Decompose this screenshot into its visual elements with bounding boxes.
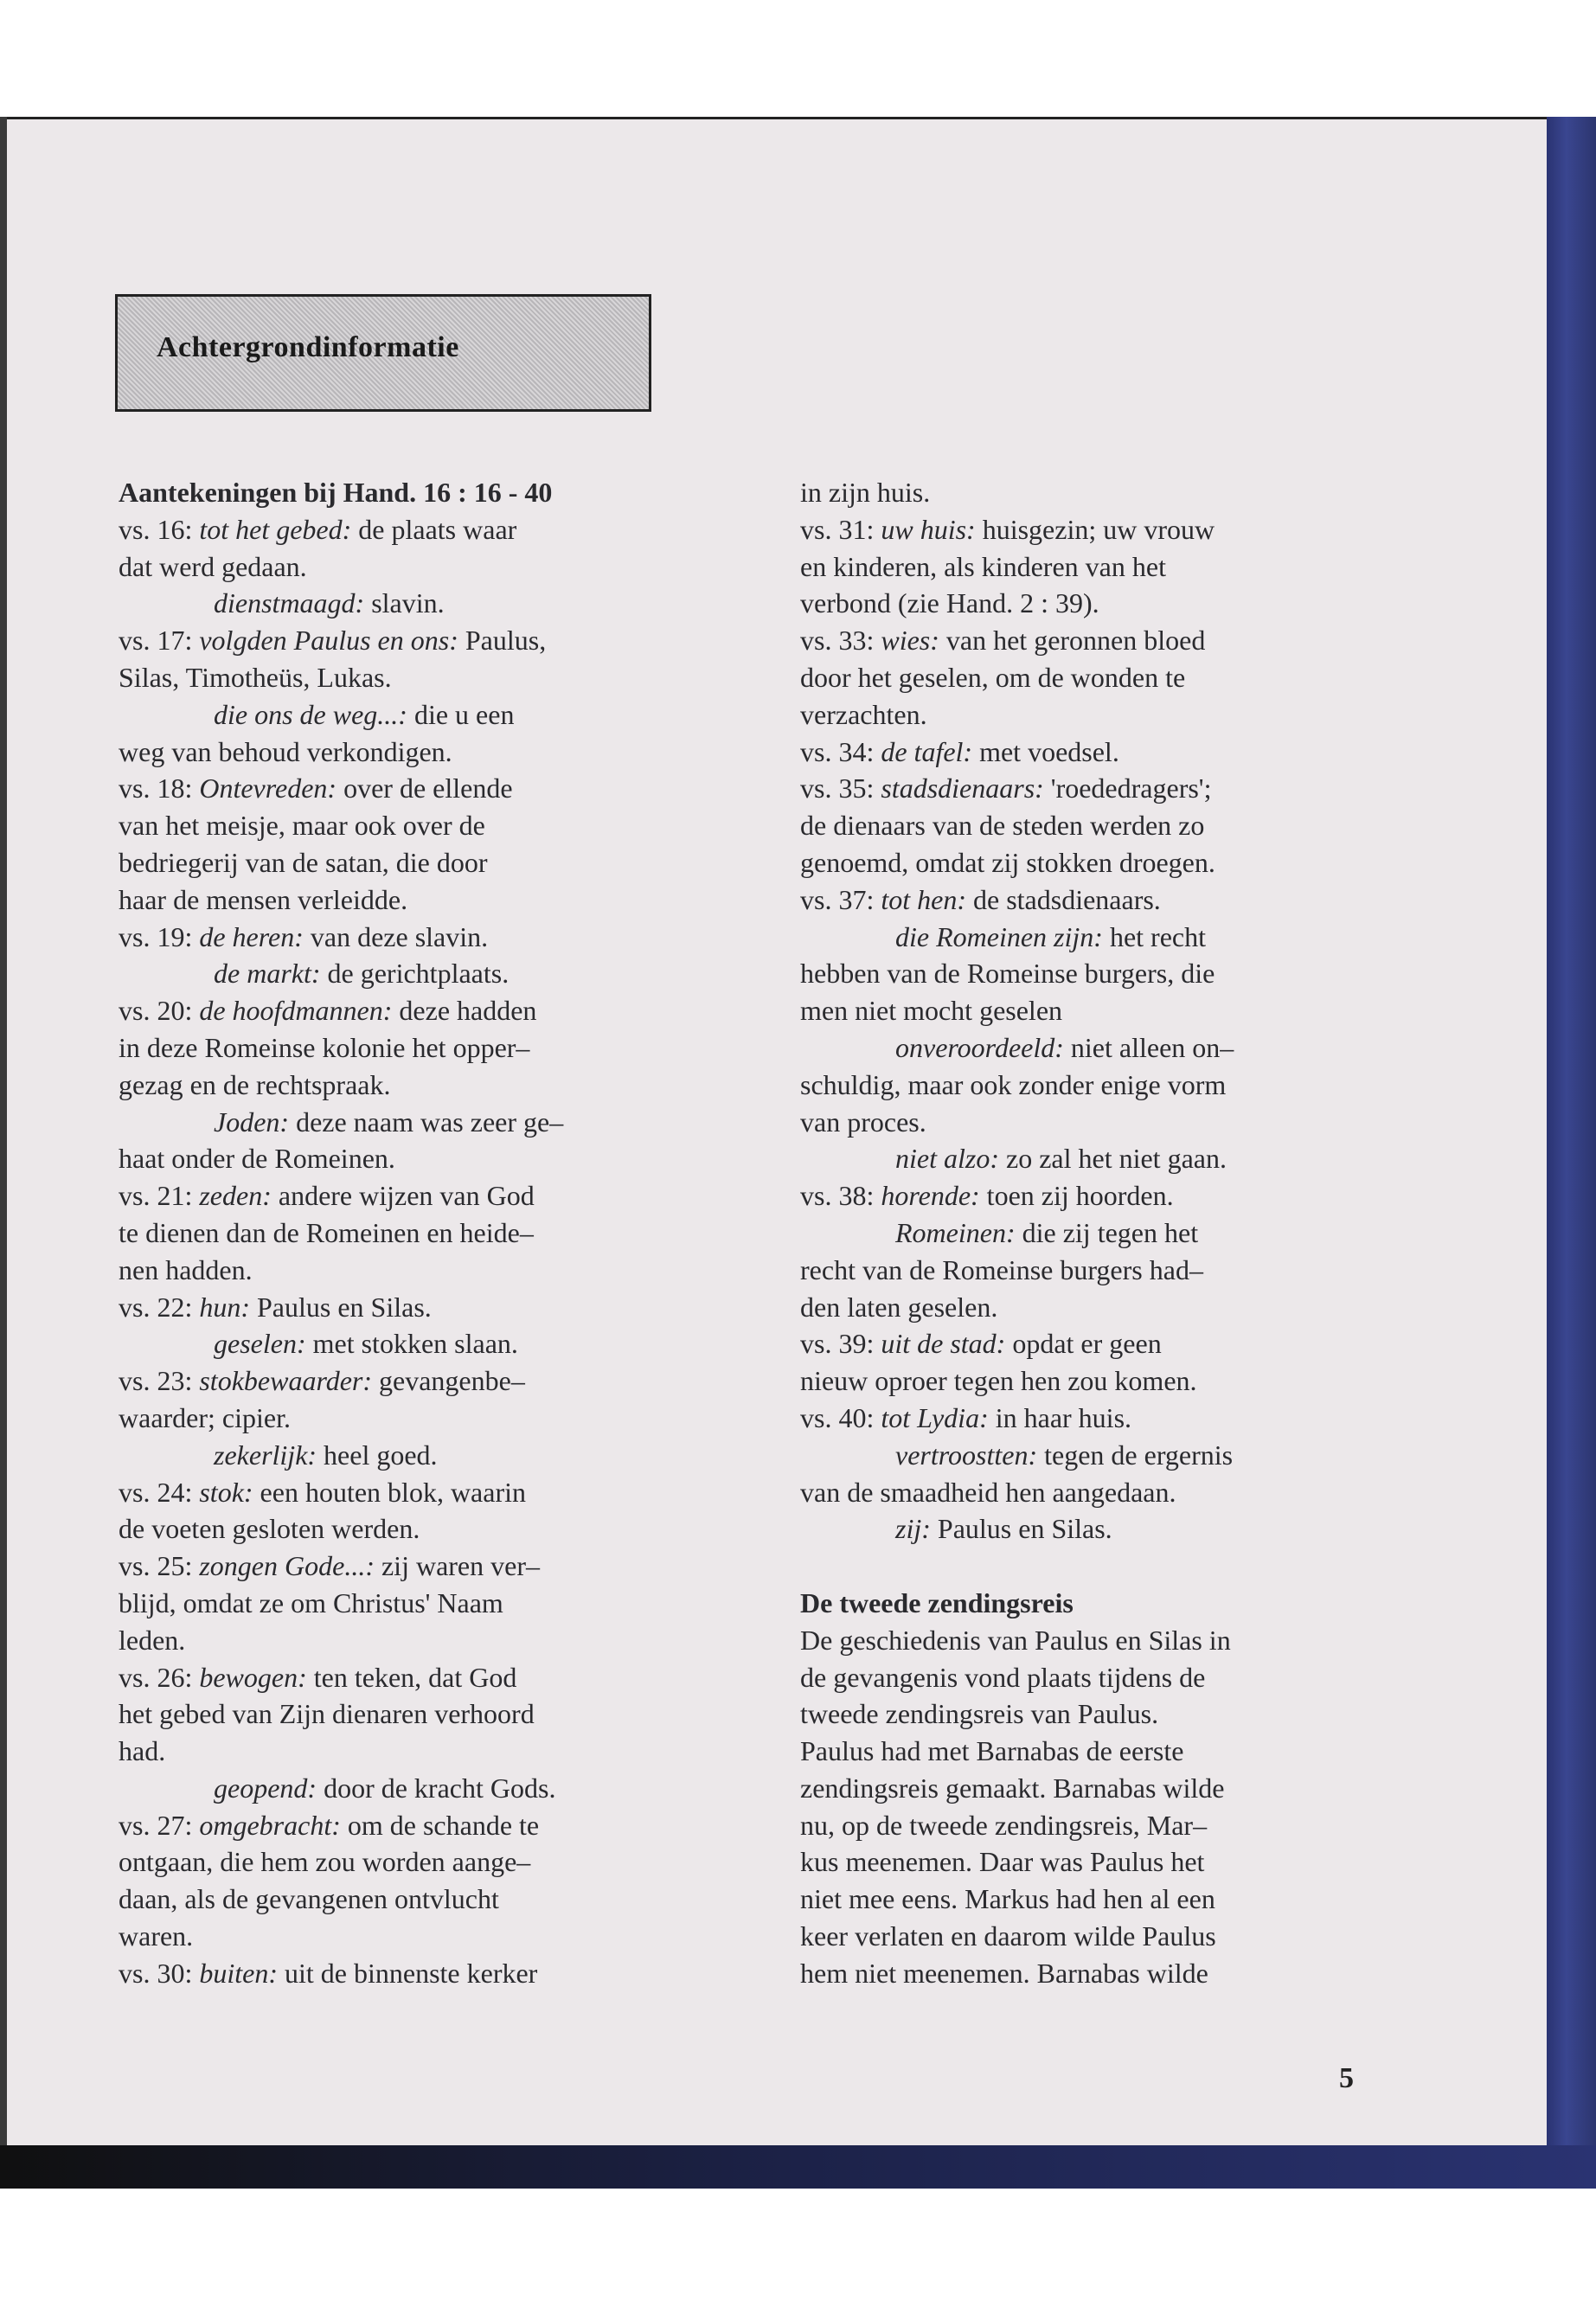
text-line — [800, 992, 1367, 1029]
text-line — [800, 1843, 1367, 1881]
term: de markt: — [214, 958, 321, 990]
text-line — [119, 1325, 691, 1362]
text-line — [800, 734, 1367, 771]
section-header-box — [115, 294, 651, 412]
text: in deze Romeinse kolonie het opper– — [119, 1031, 530, 1063]
text-line — [119, 1510, 691, 1548]
term: tot hen: — [881, 883, 966, 915]
text: die u een — [407, 698, 515, 730]
text: kus meenemen. Daar was Paulus het — [800, 1846, 1205, 1878]
text: vs. 40: — [800, 1401, 881, 1433]
text-line — [800, 1362, 1367, 1400]
text: haar de mensen verleidde. — [119, 883, 408, 915]
text-line — [119, 1067, 691, 1104]
text: De geschiedenis van Paulus en Silas in — [800, 1624, 1231, 1656]
page-number: 5 — [1339, 2062, 1354, 2094]
text: vs. 18: — [119, 772, 200, 804]
term: bewogen: — [199, 1661, 307, 1693]
text-line — [800, 1695, 1367, 1733]
text: leden. — [119, 1624, 186, 1656]
text: vs. 30: — [119, 1957, 200, 1989]
text: vs. 26: — [119, 1661, 200, 1693]
text-line — [119, 1029, 691, 1067]
text-line — [800, 1289, 1367, 1326]
term: Joden: — [214, 1106, 290, 1138]
text: een houten blok, waarin — [253, 1476, 526, 1508]
text: tegen de ergernis — [1037, 1439, 1234, 1471]
text: had. — [119, 1735, 166, 1767]
text: vs. 37: — [800, 883, 881, 915]
text-line — [800, 1215, 1367, 1252]
text: andere wijzen van God — [271, 1180, 535, 1212]
book-cover-edge — [1547, 117, 1596, 2189]
text: blijd, omdat ze om Christus' Naam — [119, 1586, 503, 1618]
text-line — [800, 1474, 1367, 1511]
term: tot Lydia: — [881, 1401, 989, 1433]
text-line — [800, 807, 1367, 844]
text: zij waren ver– — [374, 1550, 540, 1582]
text-line — [800, 1437, 1367, 1474]
text: het gebed van Zijn dienaren verhoord — [119, 1698, 535, 1730]
text: hem niet meenemen. Barnabas wilde — [800, 1957, 1208, 1989]
text: vs. 20: — [119, 995, 200, 1027]
term: de hoofdmannen: — [199, 995, 393, 1027]
heading: Aantekeningen bij Hand. 16 : 16 - 40 — [119, 477, 553, 508]
text-line — [119, 734, 691, 771]
term: stok: — [199, 1476, 253, 1508]
text-line — [800, 1955, 1367, 1992]
text-line — [119, 1437, 691, 1474]
text: vs. 21: — [119, 1180, 200, 1212]
text: men niet mocht geselen — [800, 995, 1063, 1027]
text: vs. 31: — [800, 513, 881, 545]
text-line — [119, 1252, 691, 1289]
text-line — [119, 1843, 691, 1881]
term: de heren: — [199, 920, 304, 952]
term: dienstmaagd: — [214, 587, 365, 619]
text-line — [800, 548, 1367, 586]
text: dat werd gedaan. — [119, 550, 307, 582]
text-line — [119, 1585, 691, 1622]
text: de plaats waar — [351, 513, 517, 545]
text-line — [119, 1400, 691, 1437]
text-line — [119, 1770, 691, 1807]
text: nieuw oproer tegen hen zou komen. — [800, 1365, 1197, 1397]
text-line — [119, 955, 691, 992]
text-line — [800, 955, 1367, 992]
text: vs. 24: — [119, 1476, 200, 1508]
text: vs. 19: — [119, 920, 200, 952]
text-line — [800, 659, 1367, 696]
term: stokbewaarder: — [199, 1365, 373, 1397]
text: gevangenbe– — [372, 1365, 525, 1397]
text: vs. 33: — [800, 625, 881, 657]
text: en kinderen, als kinderen van het — [800, 550, 1166, 582]
book-edge-left — [0, 117, 7, 2184]
text: bedriegerij van de satan, die door — [119, 846, 488, 878]
text: vs. 38: — [800, 1180, 881, 1212]
text-line — [119, 474, 691, 511]
text: genoemd, omdat zij stokken droegen. — [800, 846, 1215, 878]
text-line — [800, 1733, 1367, 1770]
term: Ontevreden: — [199, 772, 337, 804]
text: in haar huis. — [988, 1401, 1132, 1433]
text-line — [800, 1177, 1367, 1215]
text: Paulus en Silas. — [930, 1513, 1112, 1545]
term: geopend: — [214, 1772, 317, 1804]
text: door de kracht Gods. — [317, 1772, 556, 1804]
text: de dienaars van de steden werden zo — [800, 810, 1205, 842]
text: van het geronnen bloed — [939, 625, 1206, 657]
text-line — [119, 1622, 691, 1659]
text: zo zal het niet gaan. — [998, 1143, 1227, 1175]
book-cover-bottom — [0, 2145, 1596, 2189]
text: door het geselen, om de wonden te — [800, 661, 1186, 693]
text-line — [800, 585, 1367, 622]
text-line — [119, 622, 691, 659]
text: Paulus had met Barnabas de eerste — [800, 1735, 1184, 1767]
text-line — [119, 1918, 691, 1955]
text: de gevangenis vond plaats tijdens de — [800, 1661, 1206, 1693]
text: deze hadden — [392, 995, 537, 1027]
text: heel goed. — [317, 1439, 438, 1471]
text-line — [800, 1325, 1367, 1362]
text-line — [119, 1474, 691, 1511]
text-line — [800, 1807, 1367, 1844]
text-line — [800, 844, 1367, 881]
text-line — [800, 1659, 1367, 1696]
text: hebben van de Romeinse burgers, die — [800, 958, 1215, 990]
term: die Romeinen zijn: — [895, 920, 1103, 952]
text-line — [800, 1029, 1367, 1067]
text: over de ellende — [337, 772, 513, 804]
text-line — [800, 696, 1367, 734]
heading: De tweede zendingsreis — [800, 1586, 1074, 1618]
term: Romeinen: — [895, 1216, 1016, 1248]
text-line — [119, 585, 691, 622]
term: wies: — [881, 625, 939, 657]
text-line — [119, 659, 691, 696]
term: hun: — [199, 1291, 250, 1323]
text-line — [800, 622, 1367, 659]
text-line — [800, 1510, 1367, 1548]
text: in zijn huis. — [800, 477, 931, 508]
text-line — [800, 1140, 1367, 1177]
text: vs. 39: — [800, 1328, 881, 1360]
text: weg van behoud verkondigen. — [119, 735, 452, 767]
left-text-column — [119, 474, 691, 1992]
term: volgden Paulus en ons: — [199, 625, 458, 657]
text-line — [800, 919, 1367, 956]
text-line — [119, 1955, 691, 1992]
text-line — [800, 881, 1367, 919]
text-line — [800, 1770, 1367, 1807]
text: huisgezin; uw vrouw — [975, 513, 1215, 545]
term: uit de stad: — [881, 1328, 1006, 1360]
term: buiten: — [199, 1957, 278, 1989]
text-line — [119, 1177, 691, 1215]
text-line — [119, 1104, 691, 1141]
text: van het meisje, maar ook over de — [119, 810, 485, 842]
text: van deze slavin. — [303, 920, 489, 952]
text: Paulus, — [458, 625, 547, 657]
term: niet alzo: — [895, 1143, 999, 1175]
term: omgebracht: — [199, 1809, 341, 1841]
term: die ons de weg...: — [214, 698, 407, 730]
text-line — [119, 1881, 691, 1918]
text-line — [119, 511, 691, 548]
term: tot het gebed: — [199, 513, 352, 545]
text: de stadsdienaars. — [965, 883, 1161, 915]
text-line — [119, 1695, 691, 1733]
term: geselen: — [214, 1328, 306, 1360]
text: waarder; cipier. — [119, 1401, 291, 1433]
text: het recht — [1102, 920, 1206, 952]
text: gezag en de rechtspraak. — [119, 1068, 391, 1100]
text-line — [119, 696, 691, 734]
paragraph-gap — [800, 1548, 1367, 1585]
text: verzachten. — [800, 698, 927, 730]
text: nu, op de tweede zendingsreis, Mar– — [800, 1809, 1208, 1841]
term: uw huis: — [881, 513, 976, 545]
text: vs. 35: — [800, 772, 881, 804]
text: schuldig, maar ook zonder enige vorm — [800, 1068, 1227, 1100]
text: haat onder de Romeinen. — [119, 1143, 395, 1175]
text-line — [119, 548, 691, 586]
text: daan, als de gevangenen ontvlucht — [119, 1883, 499, 1915]
text-line — [119, 1140, 691, 1177]
text: vs. 23: — [119, 1365, 200, 1397]
text-line — [800, 1400, 1367, 1437]
term: zeden: — [199, 1180, 272, 1212]
text-line — [119, 1733, 691, 1770]
text: met voedsel. — [972, 735, 1119, 767]
text-line — [119, 770, 691, 807]
term: zij: — [895, 1513, 931, 1545]
text-line — [800, 1067, 1367, 1104]
text-line — [119, 881, 691, 919]
text: vs. 34: — [800, 735, 881, 767]
text-line — [800, 770, 1367, 807]
text: vs. 22: — [119, 1291, 200, 1323]
text: ontgaan, die hem zou worden aange– — [119, 1846, 531, 1878]
right-text-column — [800, 474, 1367, 1992]
text-line — [119, 1659, 691, 1696]
text: die zij tegen het — [1015, 1216, 1199, 1248]
text-line — [800, 1585, 1367, 1622]
text: 'roededragers'; — [1043, 772, 1212, 804]
text: tweede zendingsreis van Paulus. — [800, 1698, 1159, 1730]
text: de gerichtplaats. — [320, 958, 510, 990]
text: van proces. — [800, 1106, 926, 1138]
text: om de schande te — [340, 1809, 540, 1841]
text-line — [800, 1622, 1367, 1659]
text: vs. 25: — [119, 1550, 200, 1582]
text: te dienen dan de Romeinen en heide– — [119, 1216, 534, 1248]
text-line — [800, 1881, 1367, 1918]
text-line — [119, 1289, 691, 1326]
term: zekerlijk: — [214, 1439, 317, 1471]
text: opdat er geen — [1005, 1328, 1162, 1360]
text-line — [800, 1918, 1367, 1955]
term: vertroostten: — [895, 1439, 1038, 1471]
text: niet mee eens. Markus had hen al een — [800, 1883, 1215, 1915]
text: den laten geselen. — [800, 1291, 998, 1323]
text: ten teken, dat God — [306, 1661, 517, 1693]
text-line — [119, 1362, 691, 1400]
text: recht van de Romeinse burgers had– — [800, 1253, 1203, 1285]
text-line — [800, 474, 1367, 511]
term: stadsdienaars: — [881, 772, 1044, 804]
text: toen zij hoorden. — [979, 1180, 1174, 1212]
text: uit de binnenste kerker — [277, 1957, 538, 1989]
text: nen hadden. — [119, 1253, 253, 1285]
text-line — [119, 1215, 691, 1252]
text: waren. — [119, 1920, 194, 1952]
text: vs. 27: — [119, 1809, 200, 1841]
text: van de smaadheid hen aangedaan. — [800, 1476, 1176, 1508]
text: vs. 16: — [119, 513, 200, 545]
text-line — [119, 1807, 691, 1844]
text-line — [800, 1252, 1367, 1289]
text-line — [119, 1548, 691, 1585]
text: deze naam was zeer ge– — [289, 1106, 564, 1138]
text: verbond (zie Hand. 2 : 39). — [800, 587, 1099, 619]
text: vs. 17: — [119, 625, 200, 657]
text-line — [119, 844, 691, 881]
text: slavin. — [364, 587, 445, 619]
text: keer verlaten en daarom wilde Paulus — [800, 1920, 1216, 1952]
text-line — [119, 807, 691, 844]
term: onveroordeeld: — [895, 1031, 1064, 1063]
text-line — [800, 1104, 1367, 1141]
text-line — [800, 511, 1367, 548]
text: zendingsreis gemaakt. Barnabas wilde — [800, 1772, 1225, 1804]
term: de tafel: — [881, 735, 973, 767]
text: de voeten gesloten werden. — [119, 1513, 420, 1545]
term: zongen Gode...: — [199, 1550, 375, 1582]
text: Paulus en Silas. — [250, 1291, 432, 1323]
term: horende: — [881, 1180, 980, 1212]
section-header-title: Achtergrondinformatie — [157, 331, 459, 363]
text-line — [119, 992, 691, 1029]
text: met stokken slaan. — [305, 1328, 518, 1360]
text-line — [119, 919, 691, 956]
text: Silas, Timotheüs, Lukas. — [119, 661, 392, 693]
text: niet alleen on– — [1063, 1031, 1234, 1063]
